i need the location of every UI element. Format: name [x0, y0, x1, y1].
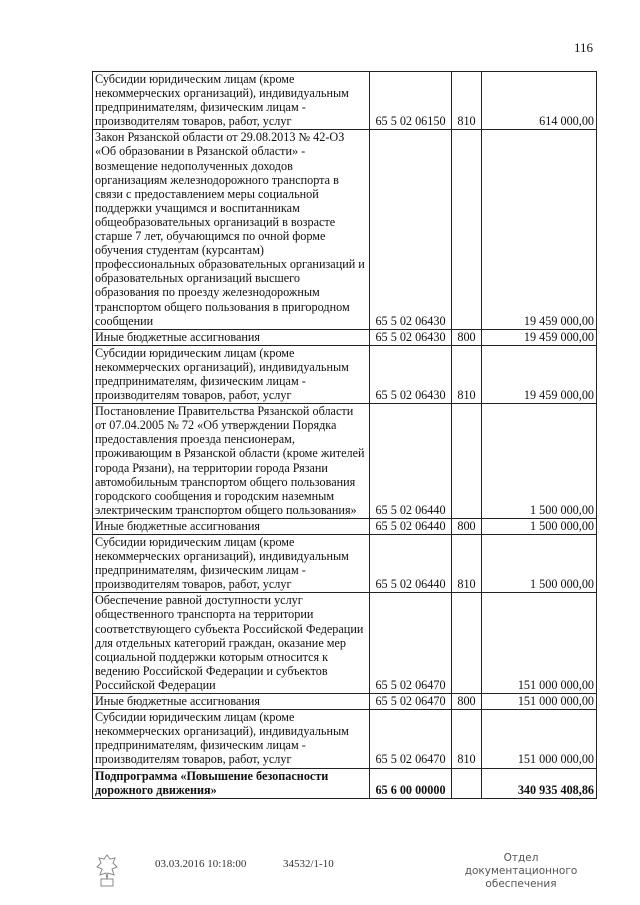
- table-row: [93, 404, 597, 519]
- row-sum-cell: 19 459 000,00: [482, 345, 597, 403]
- row-sum-cell: 614 000,00: [482, 72, 597, 130]
- row-sum-cell: 151 000 000,00: [482, 710, 597, 768]
- row-name-cell: Субсидии юридическим лицам (кроме некоммерческих организаций), индивидуальным предпринимателям, физическим лицам - производителям товаров, работ, услуг: [93, 72, 370, 130]
- row-sum-cell: 1 500 000,00: [482, 535, 597, 593]
- table-row: [93, 130, 597, 329]
- row-type-cell: 810: [452, 535, 482, 593]
- budget-table-body: [93, 72, 597, 799]
- row-type-cell: [452, 768, 482, 798]
- page-number: 116: [574, 40, 594, 55]
- row-type-cell: 810: [452, 345, 482, 403]
- row-type-cell: 800: [452, 694, 482, 710]
- row-type-cell: [452, 130, 482, 329]
- row-name-cell: Субсидии юридическим лицам (кроме некоммерческих организаций), индивидуальным предпринимателям, физическим лицам - производителям товаров, работ, услуг: [93, 710, 370, 768]
- row-name-cell: Обеспечение равной доступности услуг общественного транспорта на территории соответствующего субъекта Российской Федерации для отдельных категорий граждан, оказание мер социальной поддержки которым относится к ведению Российской Федерации и субъектов Российской Федерации: [93, 593, 370, 694]
- row-sum-cell: 19 459 000,00: [482, 329, 597, 345]
- row-code-cell: 65 5 02 06430: [370, 130, 452, 329]
- row-type-cell: [452, 404, 482, 519]
- stamp-line-1: Отдел документационного: [464, 852, 578, 877]
- row-code-cell: 65 5 02 06470: [370, 710, 452, 768]
- row-code-cell: 65 5 02 06470: [370, 694, 452, 710]
- table-row: [93, 694, 597, 710]
- table-row: [93, 593, 597, 694]
- row-type-cell: 800: [452, 329, 482, 345]
- table-row: [93, 518, 597, 534]
- row-sum-cell: 151 000 000,00: [482, 593, 597, 694]
- table-row: [93, 768, 597, 798]
- row-code-cell: 65 5 02 06430: [370, 345, 452, 403]
- row-sum-cell: 19 459 000,00: [482, 130, 597, 329]
- row-name-cell: Субсидии юридическим лицам (кроме некоммерческих организаций), индивидуальным предпринимателям, физическим лицам - производителям товаров, работ, услуг: [93, 345, 370, 403]
- row-sum-cell: 151 000 000,00: [482, 694, 597, 710]
- row-type-cell: 800: [452, 518, 482, 534]
- row-code-cell: 65 5 02 06430: [370, 329, 452, 345]
- footer-doc-number: 34532/1-10: [283, 858, 334, 870]
- table-row: [93, 710, 597, 768]
- table-row: [93, 72, 597, 130]
- row-type-cell: [452, 593, 482, 694]
- row-name-cell: Подпрограмма «Повышение безопасности дорожного движения»: [93, 768, 370, 798]
- budget-table: [92, 71, 597, 799]
- row-code-cell: 65 6 00 00000: [370, 768, 452, 798]
- row-sum-cell: 340 935 408,86: [482, 768, 597, 798]
- table-row: [93, 345, 597, 403]
- row-name-cell: Иные бюджетные ассигнования: [93, 329, 370, 345]
- row-sum-cell: 1 500 000,00: [482, 518, 597, 534]
- row-sum-cell: 1 500 000,00: [482, 404, 597, 519]
- table-row: [93, 535, 597, 593]
- row-code-cell: 65 5 02 06470: [370, 593, 452, 694]
- row-name-cell: Субсидии юридическим лицам (кроме некоммерческих организаций), индивидуальным предпринимателям, физическим лицам - производителям товаров, работ, услуг: [93, 535, 370, 593]
- row-name-cell: Закон Рязанской области от 29.08.2013 № 42-ОЗ «Об образовании в Рязанской области» - возмещение недополученных доходов организациям железнодорожного транспорта в связи с предоставлением меры социальной поддержки учащимся и воспитанникам общеобразовательных организаций в возрасте старше 7 лет, обучающимся по очной форме обучения студентам (курсантам) профессиональных образовательных организаций и образовательных организаций высшего образования по проезду железнодорожным транспортом общего пользования в пригородном сообщении: [93, 130, 370, 329]
- row-code-cell: 65 5 02 06440: [370, 404, 452, 519]
- row-name-cell: Постановление Правительства Рязанской области от 07.04.2005 № 72 «Об утверждении Порядка предоставления проезда пенсионерам, проживающим в Рязанской области (кроме жителей города Рязани), на территории города Рязани автомобильным транспортом общего пользования городского сообщения и городским наземным электрическим транспортом общего пользования»: [93, 404, 370, 519]
- table-row: [93, 329, 597, 345]
- row-type-cell: 810: [452, 72, 482, 130]
- row-name-cell: Иные бюджетные ассигнования: [93, 694, 370, 710]
- emblem-icon: [94, 852, 120, 888]
- stamp-line-2: обеспечения: [485, 878, 557, 890]
- row-name-cell: Иные бюджетные ассигнования: [93, 518, 370, 534]
- department-stamp: [446, 852, 596, 891]
- row-code-cell: 65 5 02 06440: [370, 518, 452, 534]
- row-code-cell: 65 5 02 06440: [370, 535, 452, 593]
- row-type-cell: 810: [452, 710, 482, 768]
- footer-date: 03.03.2016 10:18:00: [155, 858, 247, 870]
- row-code-cell: 65 5 02 06150: [370, 72, 452, 130]
